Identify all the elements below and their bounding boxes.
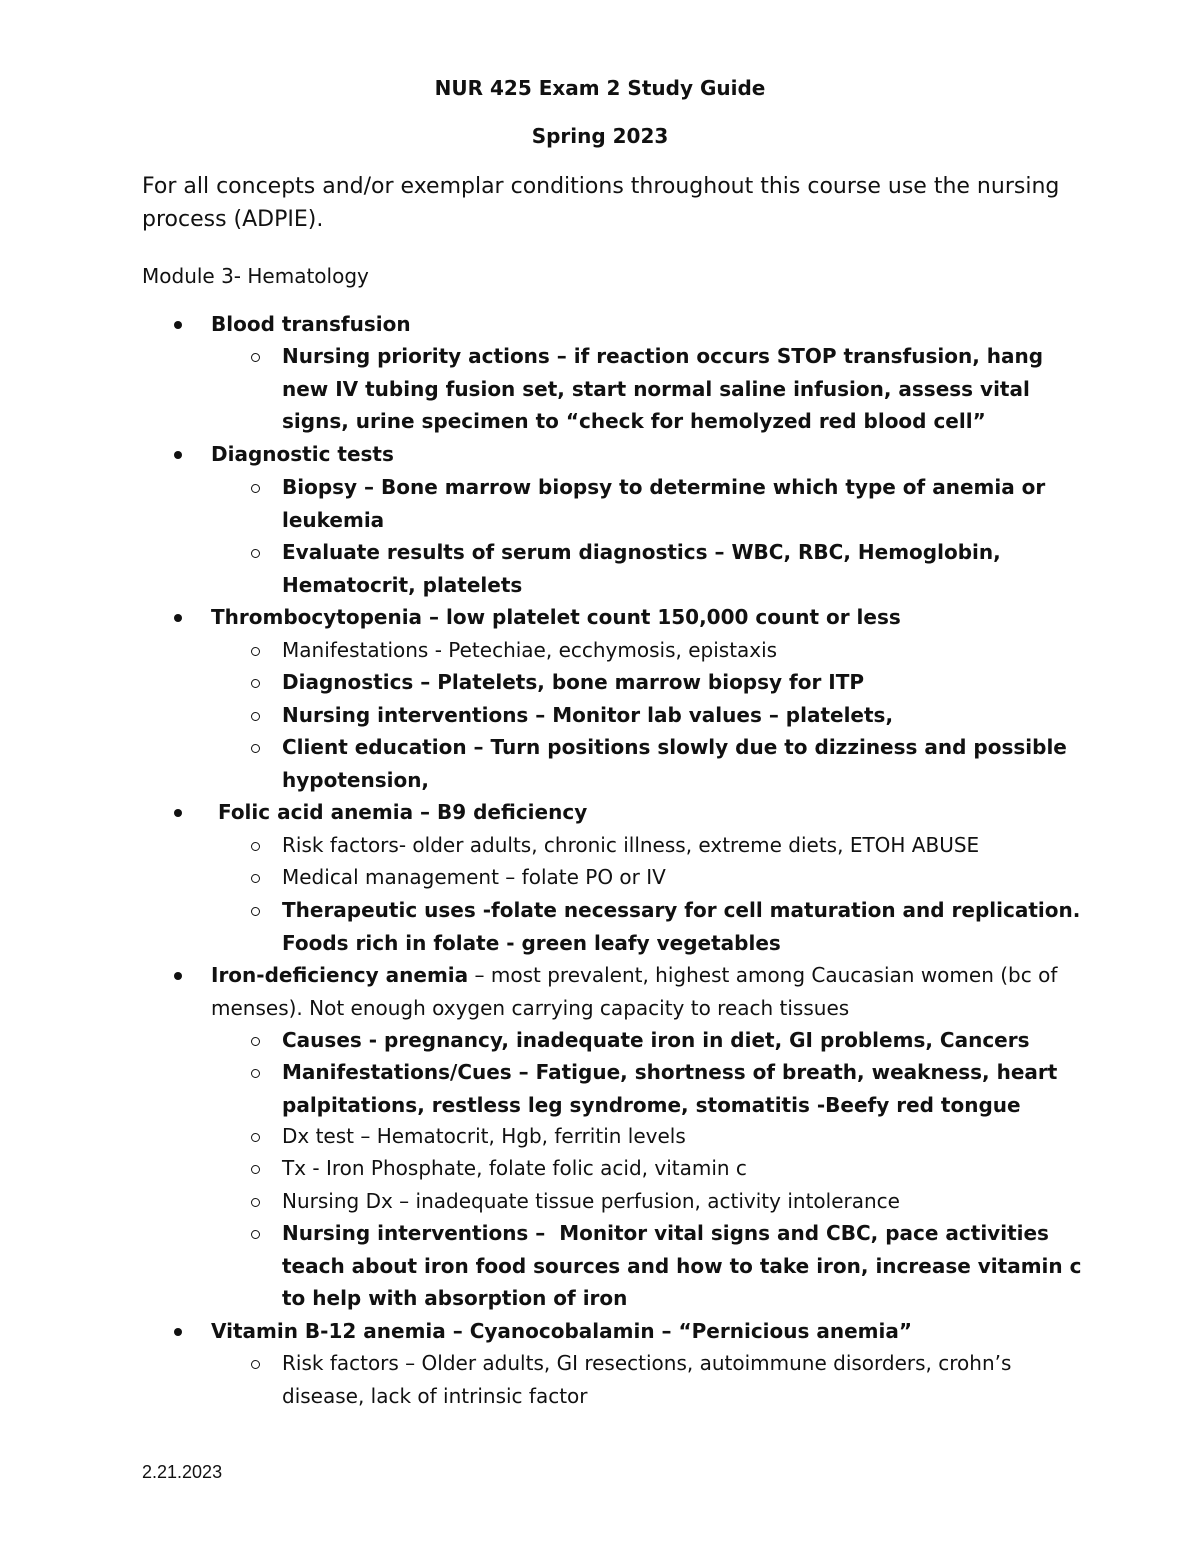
sub-bullet-icon	[250, 712, 262, 724]
sub-bullet-icon	[250, 1037, 262, 1049]
sub-bullet-icon	[250, 744, 262, 756]
iron-deficiency-dx-test: Dx test – Hematocrit, Hgb, ferritin levels	[282, 1124, 686, 1148]
bullet-icon	[172, 451, 184, 463]
bullet-icon	[172, 972, 184, 984]
sub-bullet-icon	[250, 907, 262, 919]
folic-acid-risk-factors: Risk factors- older adults, chronic illness, extreme diets, ETOH ABUSE	[282, 833, 980, 857]
bullet-icon	[172, 809, 184, 821]
bullet-icon	[172, 1328, 184, 1340]
sub-bullet-icon	[250, 1133, 262, 1145]
topic-diagnostic-tests: Diagnostic tests	[211, 442, 394, 466]
sub-bullet-icon	[250, 1165, 262, 1177]
footer-date: 2.21.2023	[142, 1462, 223, 1482]
iron-deficiency-manifestations: Manifestations/Cues – Fatigue, shortness of breath, weakness, heart palpitations, restless leg syndrome, stomatitis -Beefy red tongue	[282, 1060, 1065, 1117]
topic-folic-acid-anemia: Folic acid anemia – B9 deficiency	[211, 800, 588, 824]
sub-bullet-icon	[250, 1360, 262, 1372]
folic-acid-therapeutic-uses: Therapeutic uses -folate necessary for cell maturation and replication. Foods rich in folate - green leafy vegetables	[282, 898, 1088, 955]
iron-deficiency-causes: Causes - pregnancy, inadequate iron in diet, GI problems, Cancers	[282, 1028, 1030, 1052]
sub-bullet-icon	[250, 842, 262, 854]
bullet-icon	[172, 321, 184, 333]
iron-deficiency-tx: Tx - Iron Phosphate, folate folic acid, vitamin c	[282, 1156, 747, 1180]
sub-bullet-icon	[250, 1198, 262, 1210]
iron-deficiency-nursing-dx: Nursing Dx – inadequate tissue perfusion, activity intolerance	[282, 1189, 900, 1213]
thrombocytopenia-interventions: Nursing interventions – Monitor lab values – platelets,	[282, 703, 894, 727]
blood-transfusion-priority-actions: Nursing priority actions – if reaction occurs STOP transfusion, hang new IV tubing fusion set, start normal saline infusion, assess vital signs, urine specimen to “check for hemolyzed red blood cell”	[282, 344, 1051, 434]
iron-deficiency-title: Iron-deficiency anemia	[211, 963, 469, 987]
thrombocytopenia-client-education: Client education – Turn positions slowly due to dizziness and possible hypotension,	[282, 735, 1074, 792]
b12-risk-factors: Risk factors – Older adults, GI resections, autoimmune disorders, crohn’s disease, lack of intrinsic factor	[282, 1351, 1018, 1408]
sub-bullet-icon	[250, 353, 262, 365]
bullet-icon	[172, 614, 184, 626]
sub-bullet-icon	[250, 1230, 262, 1242]
thrombocytopenia-diagnostics: Diagnostics – Platelets, bone marrow biopsy for ITP	[282, 670, 865, 694]
intro-paragraph: For all concepts and/or exemplar conditions throughout this course use the nursing process (ADPIE).	[142, 174, 1060, 232]
topic-blood-transfusion: Blood transfusion	[211, 312, 411, 336]
sub-bullet-icon	[250, 647, 262, 659]
diagnostic-serum-results: Evaluate results of serum diagnostics – WBC, RBC, Hemoglobin, Hematocrit, platelets	[282, 540, 1008, 597]
iron-deficiency-description: – most prevalent, highest among Caucasian women (bc of menses). Not enough oxygen carrying capacity to reach tissues	[211, 963, 1064, 1020]
topic-vitamin-b12-anemia: Vitamin B-12 anemia – Cyanocobalamin – “Pernicious anemia”	[211, 1319, 913, 1343]
sub-bullet-icon	[250, 549, 262, 561]
sub-bullet-icon	[250, 484, 262, 496]
thrombocytopenia-manifestations: Manifestations - Petechiae, ecchymosis, epistaxis	[282, 638, 778, 662]
topic-thrombocytopenia: Thrombocytopenia – low platelet count 150,000 count or less	[211, 605, 901, 629]
sub-bullet-icon	[250, 1069, 262, 1081]
topic-iron-deficiency-anemia	[211, 959, 1091, 1024]
document-title: NUR 425 Exam 2 Study Guide	[434, 76, 766, 100]
iron-deficiency-interventions: Nursing interventions – Monitor vital signs and CBC, pace activities teach about iron food sources and how to take iron, increase vitamin c to help with absorption of iron	[282, 1221, 1089, 1311]
sub-bullet-icon	[250, 679, 262, 691]
diagnostic-biopsy: Biopsy – Bone marrow biopsy to determine which type of anemia or leukemia	[282, 475, 1053, 532]
document-term: Spring 2023	[531, 124, 669, 148]
sub-bullet-icon	[250, 874, 262, 886]
folic-acid-medical-management: Medical management – folate PO or IV	[282, 865, 666, 889]
module-heading: Module 3- Hematology	[142, 264, 369, 288]
